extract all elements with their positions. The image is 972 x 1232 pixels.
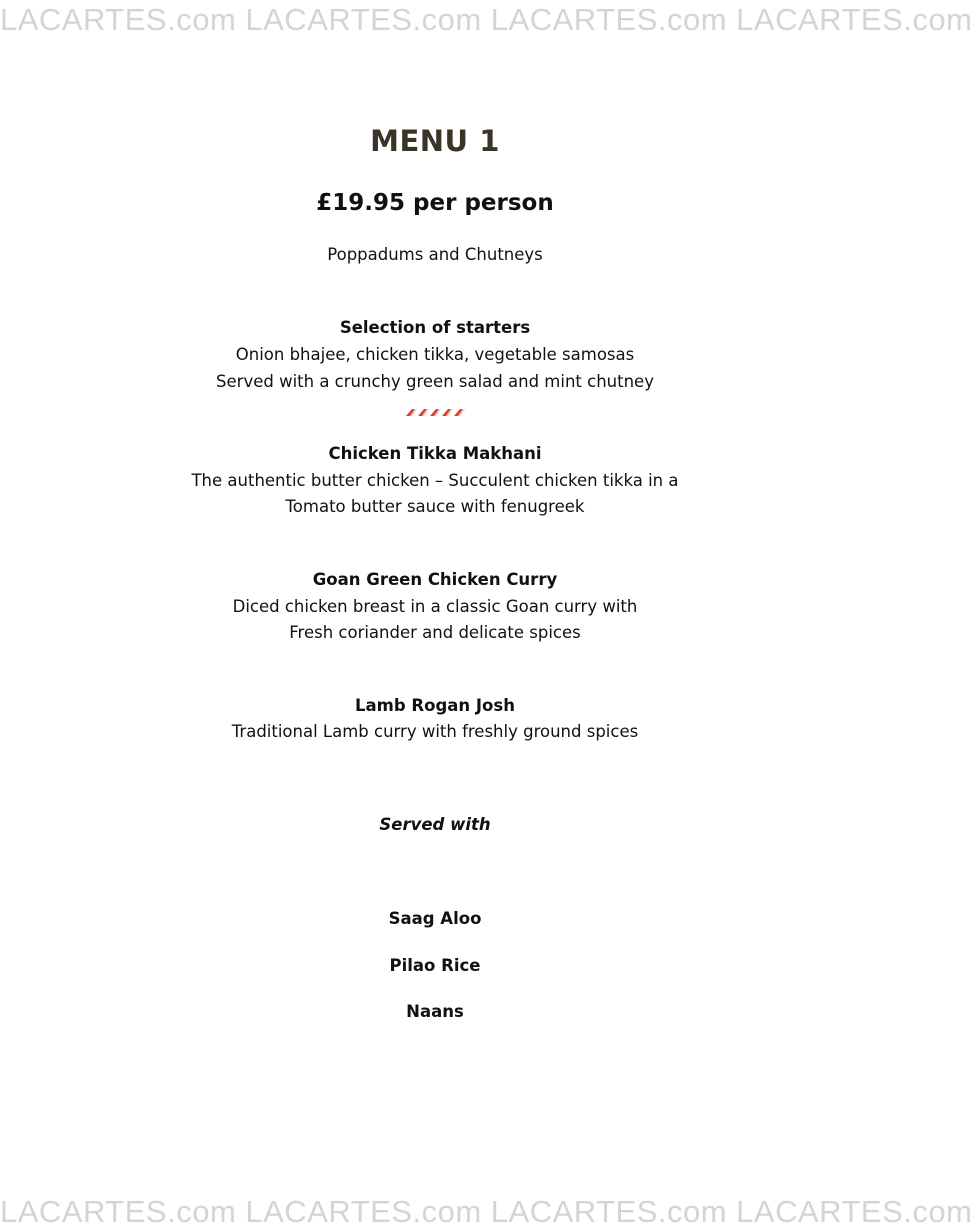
dish-name: Chicken Tikka Makhani [328, 444, 542, 463]
dish-description-line: Diced chicken breast in a classic Goan curry with [232, 597, 638, 616]
starters-heading: Selection of starters [339, 318, 531, 337]
starters-line-2: Served with a crunchy green salad and mint chutney [216, 372, 654, 391]
dish-description-line: Tomato butter sauce with fenugreek [285, 497, 585, 516]
served-with-heading: Served with [379, 815, 491, 834]
menu-intro: Poppadums and Chutneys [327, 245, 543, 264]
menu-price: £19.95 per person [316, 190, 554, 216]
dish-description-line: The authentic butter chicken – Succulent chicken tikka in a [191, 471, 679, 490]
side-item: Saag Aloo [388, 909, 482, 928]
chili-divider-icon [404, 406, 466, 418]
dish-name: Goan Green Chicken Curry [312, 570, 558, 589]
watermark-bottom: LACARTES.com LACARTES.com LACARTES.com LACARTES.com [0, 1194, 972, 1229]
dish-description-line: Traditional Lamb curry with freshly ground spices [231, 722, 639, 741]
menu-title: MENU 1 [370, 124, 500, 158]
side-item: Naans [406, 1002, 464, 1021]
starters-line-1: Onion bhajee, chicken tikka, vegetable samosas [235, 345, 635, 364]
watermark-top: LACARTES.com LACARTES.com LACARTES.com LACARTES.com [0, 2, 972, 37]
dish-name: Lamb Rogan Josh [355, 696, 515, 715]
side-item: Pilao Rice [389, 956, 481, 975]
dish-description-line: Fresh coriander and delicate spices [289, 623, 581, 642]
